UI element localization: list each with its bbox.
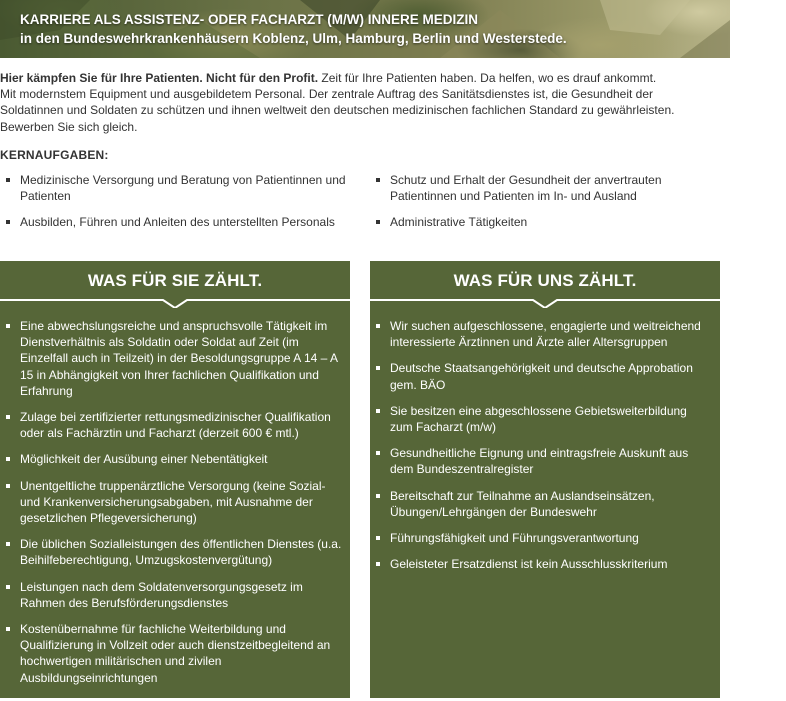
requirements-panel-header xyxy=(370,261,720,301)
divider-arrow-icon xyxy=(0,292,350,308)
intro-paragraph xyxy=(0,70,730,135)
header-title-line2: in den Bundeswehrkrankenhäusern Koblenz, Ulm, Hamburg, Berlin und Westerstede. xyxy=(20,31,567,46)
intro-lead-rest: Zeit für Ihre Patienten haben. Da helfen, wo es drauf ankommt. xyxy=(318,71,657,85)
benefit-item: Die üblichen Sozialleistungen des öffentlichen Dienstes (u.a. Beihilfeberechtigung, Umzugskostenvergütung) xyxy=(0,536,350,568)
benefit-item: Zulage bei zertifizierter rettungsmedizinischer Qualifikation oder als Fachärztin und Facharzt (derzeit 600 € mtl.) xyxy=(0,409,350,441)
camouflage-header-banner xyxy=(0,0,730,58)
requirement-item: Deutsche Staatsangehörigkeit und deutsche Approbation gem. BÄO xyxy=(370,360,720,392)
intro-line4: Bewerben Sie sich gleich. xyxy=(0,119,138,134)
requirement-item: Geleisteter Ersatzdienst ist kein Ausschlusskriterium xyxy=(370,556,720,572)
benefits-panel-header xyxy=(0,261,350,301)
intro-line3: Soldatinnen und Soldaten zu schützen und ihnen weltweit den deutschen medizinischen fachlichen Standard zu gewährleisten. xyxy=(0,103,675,118)
task-item: Ausbilden, Führen und Anleiten des unterstellten Personals xyxy=(0,214,360,230)
requirements-list xyxy=(370,318,720,582)
task-item: Administrative Tätigkeiten xyxy=(370,214,700,230)
benefit-item: Eine abwechslungsreiche und anspruchsvolle Tätigkeit im Dienstverhältnis als Soldatin oder Soldat auf Zeit (im Einzelfall auch in Teilzeit) in der Besoldungsgruppe A 14 – A 15 in Abhängigkeit von Ihrer fachlichen Qualifikation und Erfahrung xyxy=(0,318,350,399)
benefits-panel xyxy=(0,261,350,698)
requirements-panel xyxy=(370,261,720,698)
intro-lead-bold: Hier kämpfen Sie für Ihre Patienten. Nicht für den Profit. xyxy=(0,71,319,85)
divider-arrow-icon xyxy=(370,292,720,308)
benefit-item: Kostenübernahme für fachliche Weiterbildung und Qualifizierung in Vollzeit oder auch dienstzeitbegleitend an hochwertigen militärischen und zivilen Ausbildungseinrichtungen xyxy=(0,621,350,686)
requirements-panel-title: WAS FÜR UNS ZÄHLT. xyxy=(453,271,637,290)
benefit-item: Möglichkeit der Ausübung einer Nebentätigkeit xyxy=(0,451,350,467)
requirement-item: Sie besitzen eine abgeschlossene Gebietsweiterbildung zum Facharzt (m/w) xyxy=(370,403,720,435)
header-title-line1: KARRIERE ALS ASSISTENZ- ODER FACHARZT (M/W) INNERE MEDIZIN xyxy=(20,12,478,27)
intro-line1 xyxy=(0,70,730,86)
requirement-item: Bereitschaft zur Teilnahme an Auslandseinsätzen, Übungen/Lehrgängen der Bundeswehr xyxy=(370,488,720,520)
benefit-item: Leistungen nach dem Soldatenversorgungsgesetz im Rahmen des Berufsförderungsdienstes xyxy=(0,579,350,611)
requirement-item: Führungsfähigkeit und Führungsverantwortung xyxy=(370,530,720,546)
benefit-item: Unentgeltliche truppenärztliche Versorgung (keine Sozial- und Krankenversicherungsabgaben, mit Ausnahme der gesetzlichen Pflegeversicherung) xyxy=(0,478,350,527)
header-title xyxy=(20,10,567,48)
task-item: Schutz und Erhalt der Gesundheit der anvertrauten Patientinnen und Patienten im In- und Ausland xyxy=(370,172,700,204)
benefits-panel-title: WAS FÜR SIE ZÄHLT. xyxy=(87,271,263,290)
kernaufgaben-list xyxy=(0,172,730,242)
requirement-item: Gesundheitliche Eignung und eintragsfreie Auskunft aus dem Bundeszentralregister xyxy=(370,445,720,477)
intro-line2: Mit modernstem Equipment und ausgebildetem Personal. Der zentrale Auftrag des Sanitätsdienstes ist, die Gesundheit der xyxy=(0,87,654,102)
kernaufgaben-title: KERNAUFGABEN: xyxy=(0,148,109,162)
task-item: Medizinische Versorgung und Beratung von Patientinnen und Patienten xyxy=(0,172,350,204)
requirement-item: Wir suchen aufgeschlossene, engagierte und weitreichend interessierte Ärztinnen und Ärzte aller Altersgruppen xyxy=(370,318,720,350)
benefits-list xyxy=(0,318,350,696)
